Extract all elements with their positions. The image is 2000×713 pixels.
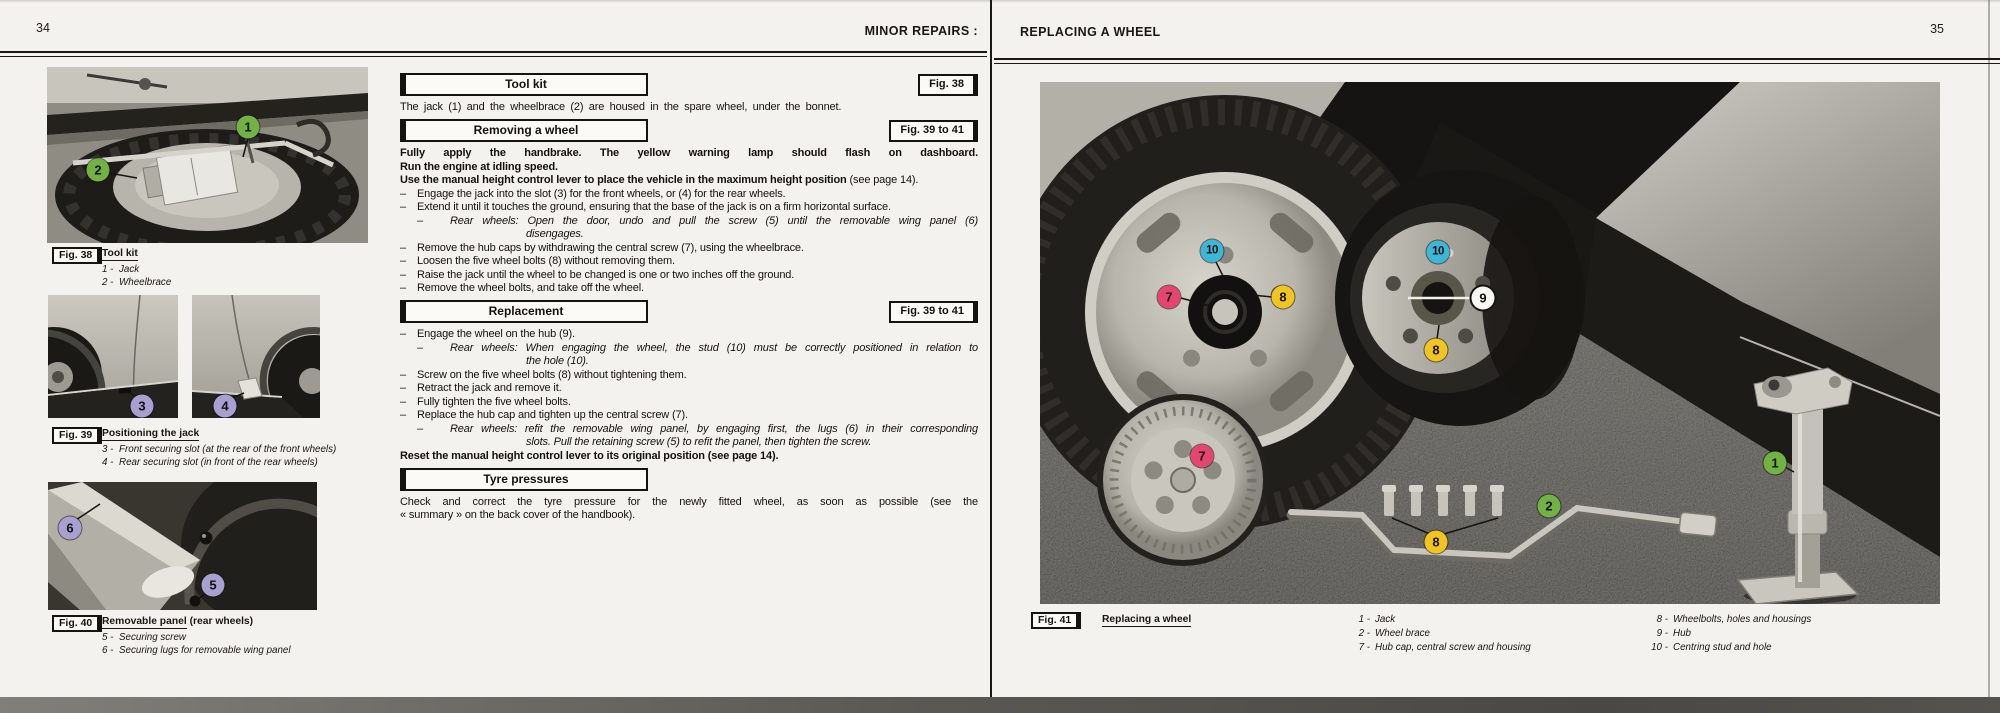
callout-5: 5 (202, 574, 225, 597)
paragraph: « summary » on the back cover of the handbook). (400, 509, 636, 522)
legend-item: 2 - Wheelbrace (102, 277, 172, 289)
callout-6: 6 (59, 517, 82, 540)
legend-item: 1 - Jack (102, 263, 140, 275)
legend-item: 2 - Wheel brace (1358, 627, 1430, 639)
paragraph-bold: Reset the manual height control lever to its original position (see page 14). (400, 449, 779, 462)
list-item: – Extend it until it touches the ground, ensuring that the base of the jack is on a firm horizontal surface. (400, 201, 891, 214)
fig40-caption (102, 616, 291, 657)
fig41-legend-col1 (1350, 611, 1531, 653)
fig40-tag: Fig. 40 (52, 615, 102, 632)
fig38-photo-illustration (47, 67, 368, 243)
fig39-front-illustration (48, 295, 178, 418)
callout-1: 1 (237, 116, 260, 139)
callout-10: 10 (1427, 241, 1450, 264)
fig39-photo-rear (192, 295, 320, 418)
instruction-column (400, 73, 978, 523)
fig41-caption (1102, 614, 1191, 627)
fig41-caption-title: Replacing a wheel (1102, 614, 1191, 627)
section-heading-tool-kit: Tool kit (400, 73, 648, 96)
section-header-row (400, 468, 978, 491)
legend-item: 5 - Securing screw (102, 631, 186, 643)
section-header-row (400, 119, 978, 142)
list-item: – Retract the jack and remove it. (400, 382, 562, 395)
list-subitem-italic: – Rear wheels: refit the removable wing panel, by engaging first, the lugs (6) in their corresponding (417, 422, 978, 435)
fig39-rear-illustration (192, 295, 320, 418)
list-item: – Fully tighten the five wheel bolts. (400, 395, 571, 408)
legend-item: 7 - Hub cap, central screw and housing (1358, 641, 1531, 653)
section-heading-replacement: Replacement (400, 300, 648, 323)
header-rule-right-bottom (994, 63, 2000, 64)
callout-10: 10 (1201, 240, 1224, 263)
callout-8: 8 (1425, 531, 1448, 554)
legend-item: 6 - Securing lugs for removable wing panel (102, 645, 291, 657)
fig39-caption (102, 428, 336, 469)
callout-3: 3 (131, 395, 154, 418)
list-item: – Remove the wheel bolts, and take off the wheel. (400, 281, 644, 294)
fig39-photo-front (48, 295, 178, 418)
legend-item: 4 - Rear securing slot (in front of the rear wheels) (102, 457, 318, 469)
list-subitem-continuation: slots. Pull the retaining screw (5) to refit the panel, then tighten the screw. (526, 436, 872, 449)
fig41-photo-illustration (1040, 82, 1940, 604)
fig38-caption (102, 248, 171, 289)
fig39-caption-title: Positioning the jack (102, 428, 199, 441)
list-item: – Raise the jack until the wheel to be changed is one or two inches off the ground. (400, 268, 795, 281)
callout-8: 8 (1425, 339, 1448, 362)
paragraph: Check and correct the tyre pressure for the newly fitted wheel, as soon as possible (see the (400, 495, 978, 508)
running-header-left: MINOR REPAIRS : (864, 24, 978, 38)
fig41-photo (1040, 82, 1940, 604)
list-item: – Remove the hub caps by withdrawing the central screw (7), using the wheelbrace. (400, 241, 804, 254)
running-header-right: REPLACING A WHEEL (1020, 25, 1161, 39)
list-subitem-continuation: disengages. (526, 228, 584, 241)
section-header-row (400, 300, 978, 323)
callout-7: 7 (1158, 286, 1181, 309)
page-number-left: 34 (36, 21, 50, 35)
list-item: – Engage the jack into the slot (3) for the front wheels, or (4) for the rear wheels. (400, 187, 786, 200)
paragraph-mixed: Use the manual height control lever to place the vehicle in the maximum height position (see page 14). (400, 174, 919, 187)
page-number-right: 35 (1930, 22, 1944, 36)
fig41-legend-col2 (1648, 611, 1811, 653)
callout-2: 2 (87, 159, 110, 182)
legend-item: 1 - Jack (1358, 613, 1396, 625)
scan-right-edge (1988, 0, 1990, 697)
callout-1: 1 (1764, 452, 1787, 475)
list-item: – Replace the hub cap and tighten up the central screw (7). (400, 409, 688, 422)
callout-8: 8 (1272, 286, 1295, 309)
section-heading-removing: Removing a wheel (400, 119, 648, 142)
legend-item: 10 - Centring stud and hole (1651, 641, 1772, 653)
fig40-caption-suffix: (rear wheels) (186, 616, 254, 627)
fig38-tag: Fig. 38 (52, 247, 102, 264)
list-item: – Screw on the five wheel bolts (8) without tightening them. (400, 368, 687, 381)
fig-ref-box: Fig. 38 (918, 74, 978, 96)
callout-4: 4 (214, 395, 237, 418)
legend-item: 9 - Hub (1656, 627, 1691, 639)
paragraph-bold: Fully apply the handbrake. The yellow warning lamp should flash on dashboard. (400, 147, 978, 160)
list-item: – Engage the wheel on the hub (9). (400, 328, 575, 341)
list-subitem-italic: – Rear wheels: Open the door, undo and pull the screw (5) until the removable wing panel (6) (417, 214, 978, 227)
header-rule-left-bottom (0, 56, 987, 57)
fig41-tag: Fig. 41 (1031, 612, 1081, 629)
list-item: – Loosen the five wheel bolts (8) without removing them. (400, 255, 675, 268)
header-rule-right-top (994, 58, 2000, 60)
paragraph: The jack (1) and the wheelbrace (2) are housed in the spare wheel, under the bonnet. (400, 101, 842, 113)
fig39-tag: Fig. 39 (52, 427, 102, 444)
fig-ref-box: Fig. 39 to 41 (889, 301, 978, 323)
callout-9: 9 (1472, 287, 1495, 310)
legend-item: 3 - Front securing slot (at the rear of the front wheels) (102, 443, 337, 455)
paragraph-bold: Run the engine at idling speed. (400, 160, 558, 173)
scan-top-edge (0, 0, 2000, 3)
callout-2: 2 (1538, 495, 1561, 518)
legend-item: 8 - Wheelbolts, holes and housings (1656, 613, 1812, 625)
fig38-caption-title: Tool kit (102, 248, 138, 261)
fig40-photo-illustration (48, 482, 317, 610)
callout-7: 7 (1191, 445, 1214, 468)
fig40-caption-title: Removable panel (102, 616, 187, 629)
page-gutter-line (990, 0, 992, 697)
fig40-photo (48, 482, 317, 610)
section-heading-tyre: Tyre pressures (400, 468, 648, 491)
section-header-row (400, 73, 978, 96)
fig-ref-box: Fig. 39 to 41 (889, 120, 978, 142)
fig38-photo (47, 67, 368, 243)
scan-bottom-edge (0, 697, 2000, 713)
list-subitem-continuation: the hole (10). (526, 355, 589, 368)
list-subitem-italic: – Rear wheels: When engaging the wheel, the stud (10) must be correctly positioned in relation to (417, 341, 978, 354)
header-rule-left-top (0, 51, 987, 53)
